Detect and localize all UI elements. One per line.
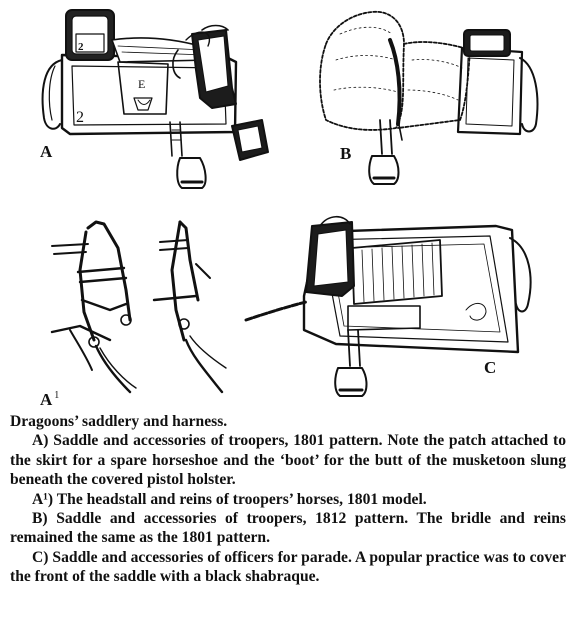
saddle-a-drawing: [43, 10, 268, 188]
panel-label-a1-superscript: 1: [54, 390, 60, 402]
figure-caption: [10, 412, 566, 587]
caption-entry-a1: A¹) The headstall and reins of troopers’ horses, 1801 model.: [32, 490, 427, 508]
panel-label-a: A: [40, 142, 53, 161]
panel-label-b: B: [340, 144, 352, 163]
caption-title: Dragoons’ saddlery and harness.: [10, 413, 228, 430]
headstall-drawing: [52, 222, 226, 392]
caption-entry-a: A) Saddle and accessories of troopers, 1801 pattern. Note the patch attached to the skirt for a spare horseshoe and the ‘boot’ for the butt of the musketoon slung beneath the covered pistol holster.: [10, 432, 566, 489]
panel-label-c: C: [484, 358, 497, 377]
pouch-letter: E: [138, 77, 146, 91]
saddle-b-drawing: [320, 12, 537, 184]
skirt-number: 2: [76, 109, 84, 126]
panel-label-a1: [40, 390, 59, 410]
cantle-number: 2: [78, 41, 84, 53]
caption-entry-c: C) Saddle and accessories of officers for parade. A popular practice was to cover the front of the saddle with a black shabraque.: [10, 548, 566, 586]
panel-label-a1-letter: A: [40, 390, 53, 409]
caption-entry-b: B) Saddle and accessories of troopers, 1812 pattern. The bridle and reins remained the same as the 1801 pattern.: [10, 510, 566, 547]
